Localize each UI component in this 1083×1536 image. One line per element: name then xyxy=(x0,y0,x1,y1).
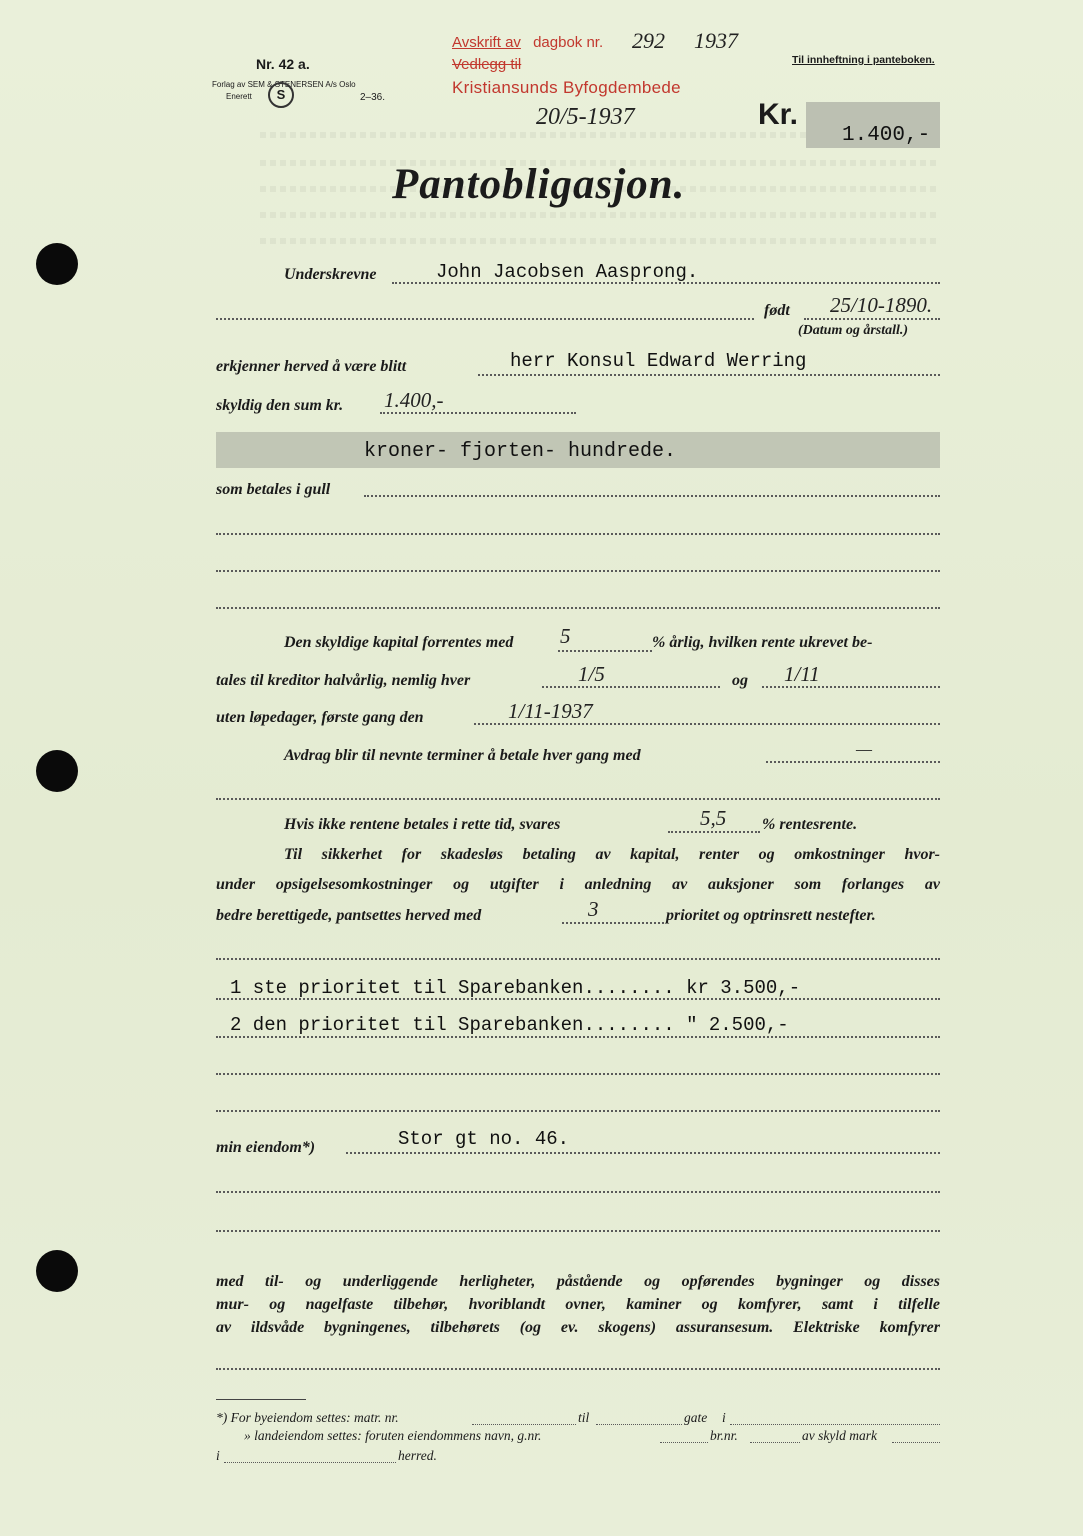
footnote-l2b: br.nr. xyxy=(710,1428,738,1443)
form-number: Nr. 42 a. xyxy=(256,56,310,72)
interest-og: og xyxy=(732,672,748,689)
kr-amount: 1.400,- xyxy=(842,124,931,147)
eiendom-label: min eiendom*) xyxy=(216,1139,316,1156)
skyldig-label: skyldig den sum kr. xyxy=(216,397,344,414)
avdrag-label: Avdrag blir til nevnte terminer å betale hver gang med xyxy=(284,747,641,764)
datum-note: (Datum og årstall.) xyxy=(798,323,909,338)
stamp-avskrift: Avskrift av dagbok nr. xyxy=(452,34,604,51)
avdrag-value: — xyxy=(856,739,873,759)
skyldig-value: 1.400,- xyxy=(384,388,444,412)
undersk-label: Underskrevne xyxy=(284,266,377,283)
erkjenner-label: erkjenner herved å være blitt xyxy=(216,358,407,375)
publisher-line: Forlag av SEM & STENERSEN A/s Oslo xyxy=(212,80,356,89)
closing-line3: av ildsvåde bygningenes, tilbehørets (og ev. skogens) assuransesum. Elektriske komfyrer xyxy=(216,1319,940,1336)
interest-line3a: uten løpedager, første gang den xyxy=(216,709,424,726)
stamp-office: Kristiansunds Byfogdembede xyxy=(452,78,681,97)
document-title: Pantobligasjon. xyxy=(392,161,686,208)
security-line3b: prioritet og optrinsrett nestefter. xyxy=(666,907,876,924)
interest-rate: 5 xyxy=(560,624,571,648)
undersk-value: John Jacobsen Aasprong. xyxy=(436,261,699,283)
prior-line-2: 2 den prioritet til Sparebanken........ " 2.500,- xyxy=(230,1014,789,1036)
hvis-suffix: % rentesrente. xyxy=(762,816,858,833)
betales-label: som betales i gull xyxy=(216,481,331,498)
footnote-l1b: til xyxy=(578,1410,590,1425)
eiendom-value: Stor gt no. 46. xyxy=(398,1128,570,1150)
creditor-name: herr Konsul Edward Werring xyxy=(510,350,807,372)
closing-line1: med til- og underliggende herligheter, påstående og opførendes bygninger og disses xyxy=(216,1273,940,1290)
footnote-l3a: i xyxy=(216,1448,220,1463)
dagbok-year: 1937 xyxy=(694,28,738,53)
hvis-label: Hvis ikke rentene betales i rette tid, svares xyxy=(284,816,561,833)
interest-date2: 1/11 xyxy=(784,662,820,686)
interest-line1b: % årlig, hvilken rente ukrevet be- xyxy=(652,634,873,651)
punch-hole-bottom xyxy=(36,1250,78,1292)
enerett-label: Enerett xyxy=(226,92,252,101)
footnote-l2a: » landeiendom settes: foruten eiendommens navn, g.nr. xyxy=(244,1428,542,1443)
prior-line-1: 1 ste prioritet til Sparebanken........ kr 3.500,- xyxy=(230,977,801,999)
interest-date1: 1/5 xyxy=(578,662,605,686)
interest-line2a: tales til kreditor halvårlig, nemlig hver xyxy=(216,672,471,689)
security-line1: Til sikkerhet for skadesløs betaling av kapital, renter og omkostninger hvor- xyxy=(284,846,940,863)
punch-hole-top xyxy=(36,243,78,285)
fodt-value: 25/10-1890. xyxy=(830,293,933,317)
interest-line1a: Den skyldige kapital forrentes med xyxy=(284,634,514,651)
interest-first-date: 1/11-1937 xyxy=(508,699,593,723)
footnote-l1a: *) For byeiendom settes: matr. nr. xyxy=(216,1410,399,1425)
top-right-note: Til innheftning i panteboken. xyxy=(792,54,935,66)
fodt-label: født xyxy=(764,302,790,319)
security-line3a: bedre berettigede, pantsettes herved med xyxy=(216,907,482,924)
priority-value: 3 xyxy=(588,897,599,921)
edition-number: 2–36. xyxy=(360,92,386,103)
security-line2: under opsigelsesomkostninger og utgifter i anledning av auksjoner som forlanges av xyxy=(216,876,940,893)
handwritten-date: 20/5-1937 xyxy=(536,104,635,130)
kroner-words: kroner- fjorten- hundrede. xyxy=(364,440,677,463)
footnote-l3b: herred. xyxy=(398,1448,437,1463)
footnote-l2c: av skyld mark xyxy=(802,1428,877,1443)
hvis-rate: 5,5 xyxy=(700,806,727,830)
footnote-rule xyxy=(216,1399,306,1400)
closing-line2: mur- og nagelfaste tilbehør, hvoriblandt ovner, kaminer og komfyrer, samt i tilfelle xyxy=(216,1296,940,1313)
publisher-logo-icon: S xyxy=(268,82,294,108)
stamp-vedlegg: Vedlegg til xyxy=(452,56,522,73)
footnote-l1c: gate xyxy=(684,1410,708,1425)
footnote-l1d: i xyxy=(722,1410,726,1425)
kr-label: Kr. xyxy=(758,98,799,131)
dagbok-number: 292 xyxy=(632,28,665,53)
punch-hole-middle xyxy=(36,750,78,792)
